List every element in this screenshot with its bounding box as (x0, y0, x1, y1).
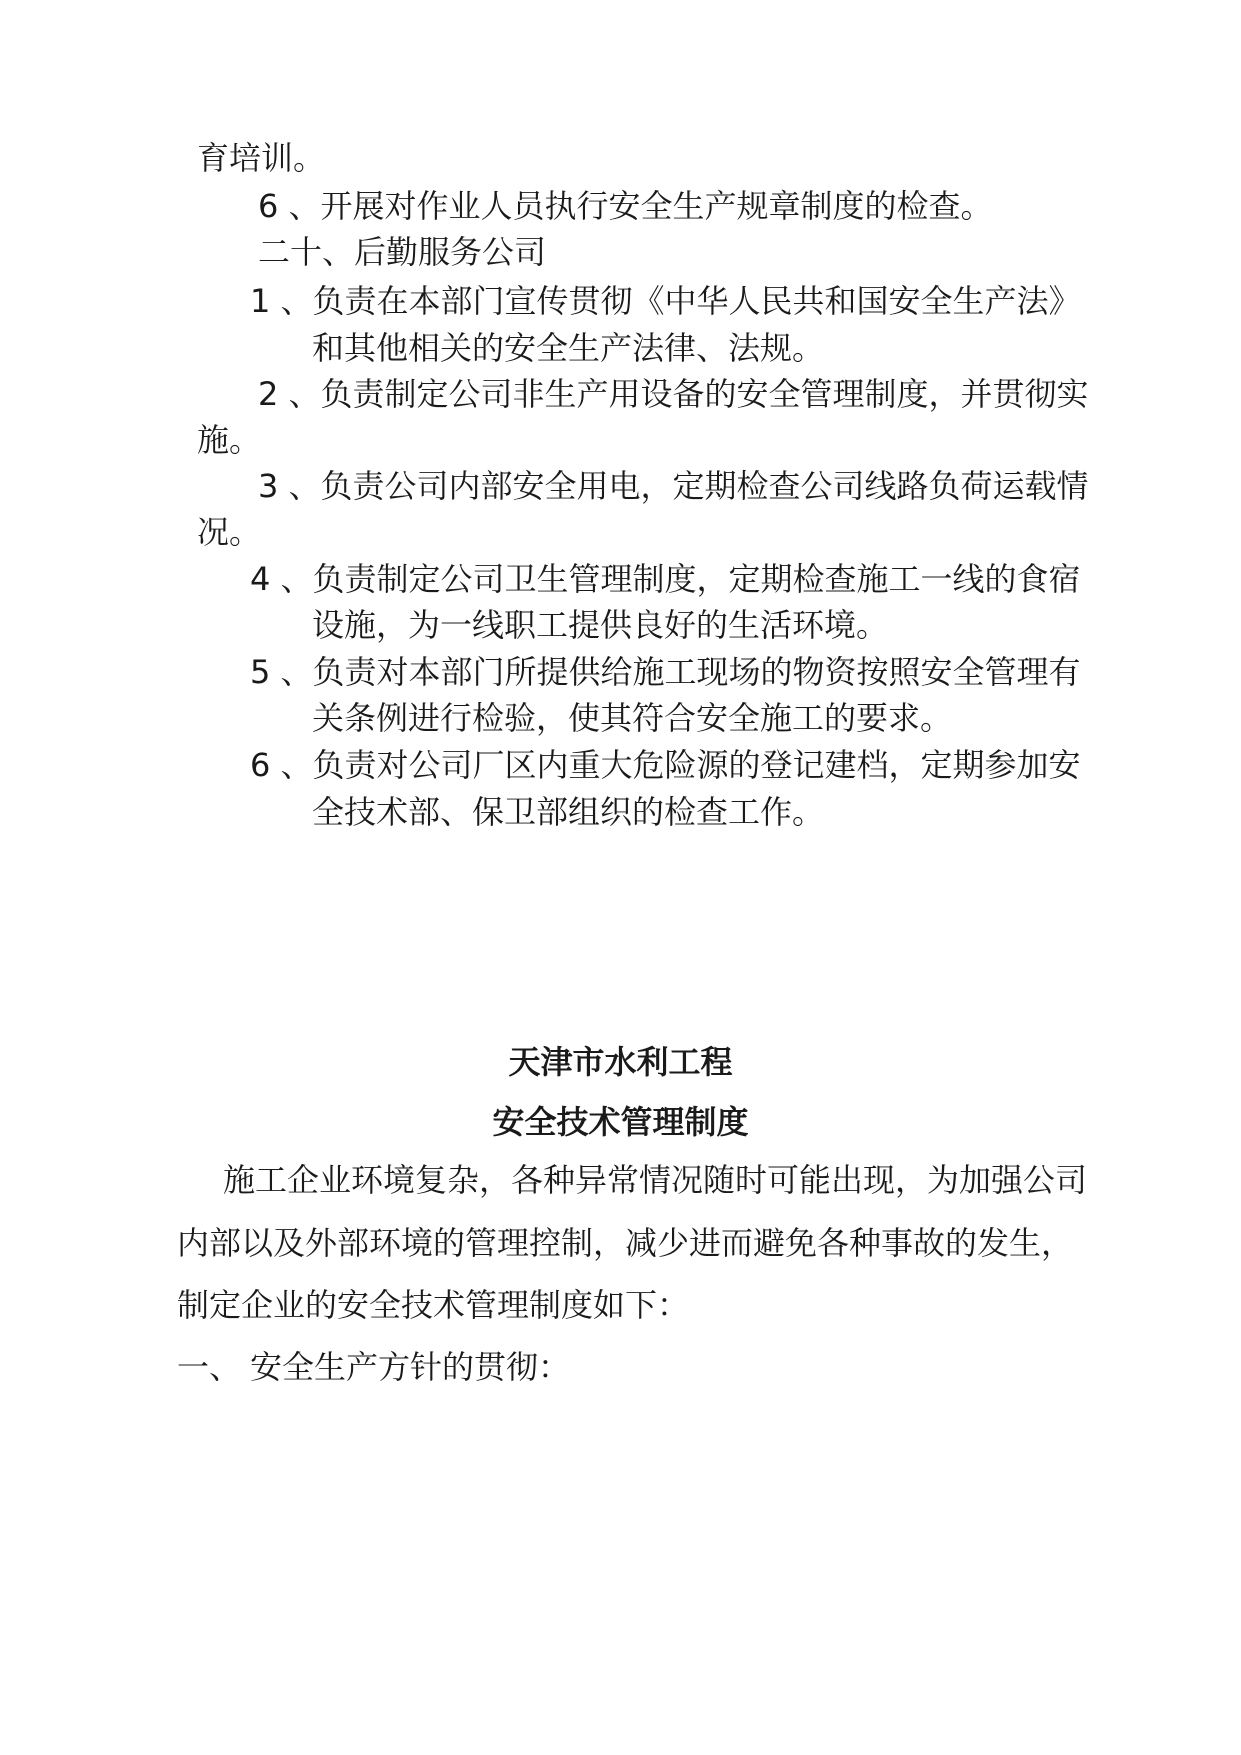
list-item: 3 、负责公司内部安全用电，定期检查公司线路负荷运载情 (258, 467, 1089, 505)
list-item: 4 、负责制定公司卫生管理制度，定期检查施工一线的食宿 (250, 560, 1081, 598)
list-item: 5 、负责对本部门所提供给施工现场的物资按照安全管理有 (250, 653, 1081, 691)
list-item-continuation: 关条例进行检验，使其符合安全施工的要求。 (312, 699, 953, 737)
document-title: 天津市水利工程 (508, 1043, 733, 1081)
paragraph-line: 育培训。 (197, 139, 326, 177)
list-item: 2 、负责制定公司非生产用设备的安全管理制度，并贯彻实 (258, 375, 1089, 413)
section-heading: 二十、后勤服务公司 (258, 233, 547, 271)
intro-line: 制定企业的安全技术管理制度如下： (177, 1286, 690, 1324)
list-item-continuation: 全技术部、保卫部组织的检查工作。 (312, 793, 825, 831)
list-item-continuation: 设施，为一线职工提供良好的生活环境。 (312, 606, 889, 644)
document-subtitle: 安全技术管理制度 (492, 1103, 749, 1141)
list-item-continuation: 施。 (197, 421, 262, 459)
list-item: 1 、负责在本部门宣传贯彻《中华人民共和国安全生产法》 (250, 282, 1081, 320)
heading-text: 安全生产方针的贯彻： (250, 1348, 571, 1386)
list-item: 6 、负责对公司厂区内重大危险源的登记建档，定期参加安 (250, 746, 1081, 784)
list-item: 6 、开展对作业人员执行安全生产规章制度的检查。 (258, 187, 993, 225)
intro-line: 内部以及外部环境的管理控制，减少进而避免各种事故的发生， (177, 1224, 1074, 1262)
intro-line: 施工企业环境复杂，各种异常情况随时可能出现，为加强公司 (223, 1161, 1088, 1199)
list-item-continuation: 况。 (197, 513, 262, 551)
heading-number: 一、 (177, 1348, 242, 1386)
list-item-continuation: 和其他相关的安全生产法律、法规。 (312, 329, 825, 367)
